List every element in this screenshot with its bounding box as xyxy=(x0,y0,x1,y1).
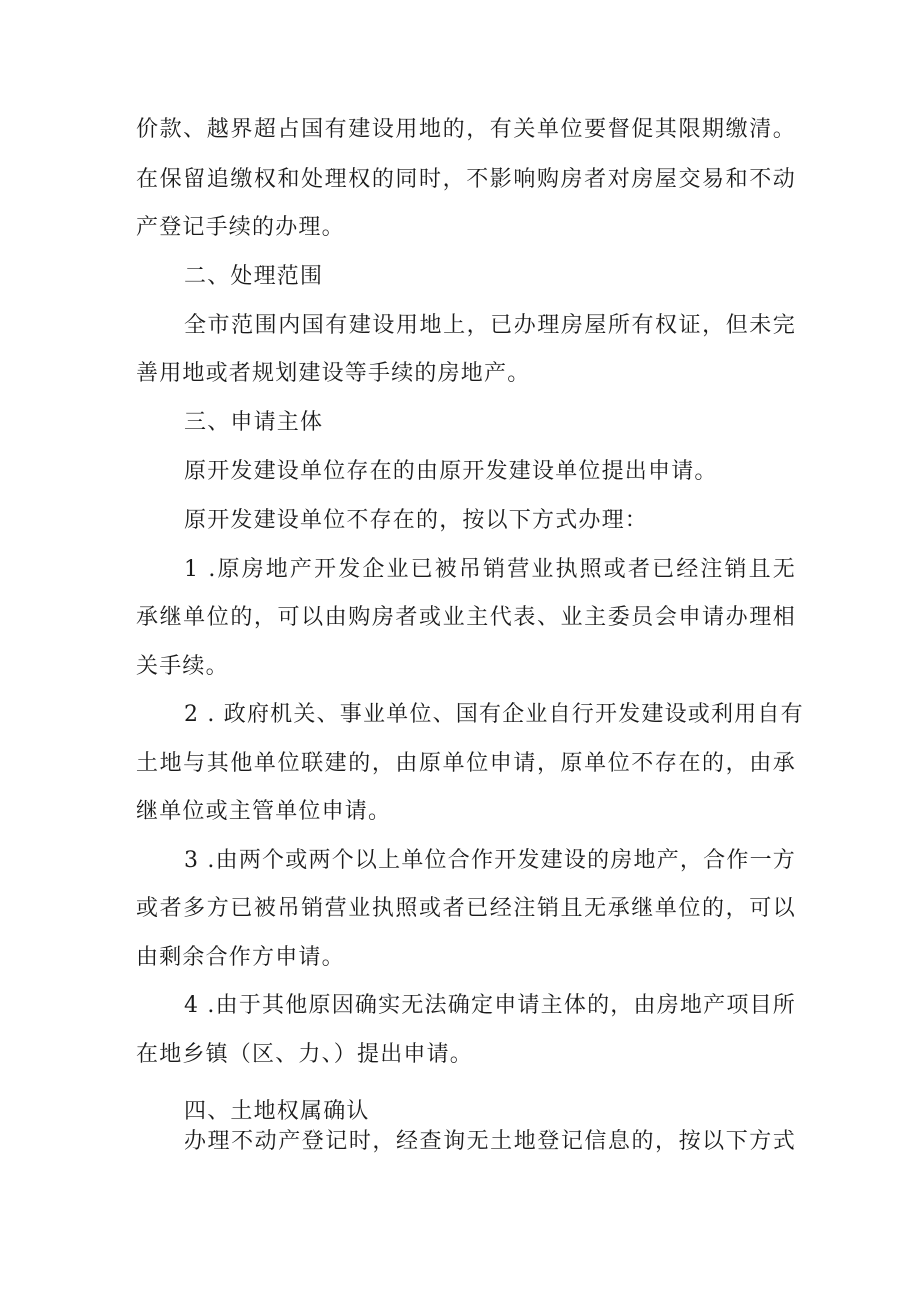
section-heading: 四、土地权属确认 xyxy=(184,1099,370,1124)
section-heading: 二、处理范围 xyxy=(184,264,324,289)
section-heading: 三、申请主体 xyxy=(184,410,324,435)
list-item-line: 继单位或主管单位申请。 xyxy=(136,799,392,824)
list-item-line: 土地与其他单位联建的，由原单位申请，原单位不存在的，由承 xyxy=(136,751,796,776)
paragraph-line: 善用地或者规划建设等手续的房地产。 xyxy=(136,361,531,386)
list-item-line: 3 .由两个或两个以上单位合作开发建设的房地产，合作一方 xyxy=(184,848,796,873)
list-item-line: 由剩余合作方申请。 xyxy=(136,945,345,970)
paragraph-line: 在保留追缴权和处理权的同时，不影响购房者对房屋交易和不动 xyxy=(136,167,796,192)
paragraph-line: 办理不动产登记时，经查询无土地登记信息的，按以下方式 xyxy=(184,1129,796,1154)
paragraph-line: 原开发建设单位存在的由原开发建设单位提出申请。 xyxy=(184,459,718,484)
list-item-line: 4 .由于其他原因确实无法确定申请主体的，由房地产项目所 xyxy=(184,993,796,1018)
list-item-line: 1 .原房地产开发企业已被吊销营业执照或者已经注销且无 xyxy=(184,557,796,582)
paragraph-line: 原开发建设单位不存在的，按以下方式办理： xyxy=(184,508,649,533)
paragraph-line: 全市范围内国有建设用地上，已办理房屋所有权证，但未完 xyxy=(184,313,796,338)
list-item-line: 或者多方已被吊销营业执照或者已经注销且无承继单位的，可以 xyxy=(136,896,796,921)
paragraph-line: 产登记手续的办理。 xyxy=(136,215,345,240)
paragraph-line: 价款、越界超占国有建设用地的，有关单位要督促其限期缴清。 xyxy=(136,117,796,142)
list-item-line: 在地乡镇（区、力、）提出申请。 xyxy=(136,1042,474,1067)
list-item-line: 承继单位的，可以由购房者或业主代表、业主委员会申请办理相 xyxy=(136,605,796,630)
list-item-line: 关手续。 xyxy=(136,654,229,679)
list-item-line: 2 . 政府机关、事业单位、国有企业自行开发建设或利用自有 xyxy=(184,702,804,727)
